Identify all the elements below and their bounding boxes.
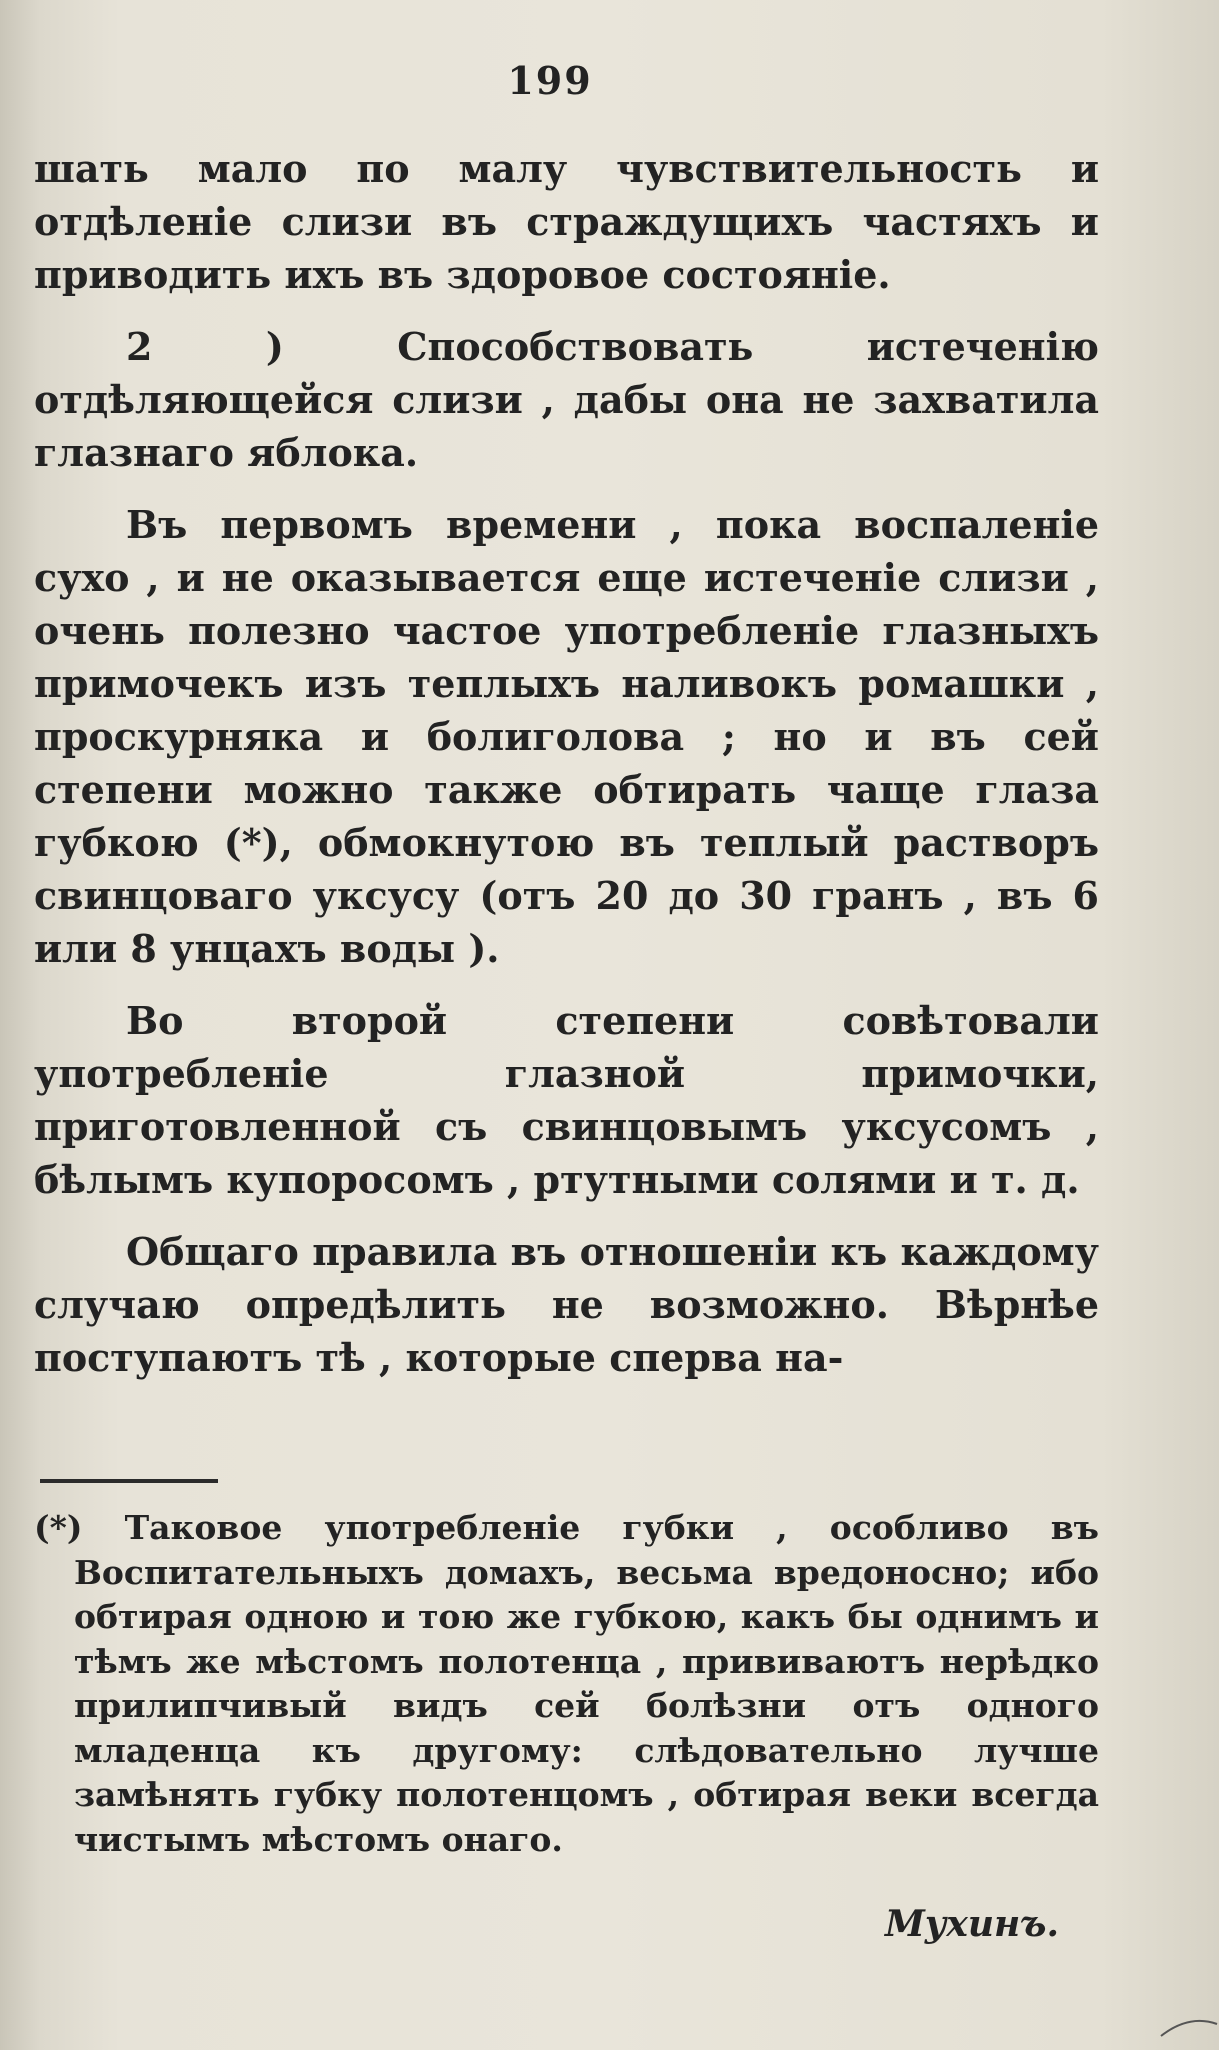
paragraph-continuation: шать мало по малу чувствительность и отдѣленіе слизи въ страждущихъ частяхъ и приводить ихъ въ здоровое состояніе. (34, 146, 1099, 297)
paragraph-first-stage: Въ первомъ времени , пока воспаленіе сухо , и не оказывается еще истеченіе слизи , очень полезно частое употребленіе глазныхъ примочекъ изъ теплыхъ наливокъ ромашки , проскурняка и болиголова ; но и въ сей степени можно также обтирать чаще глаза губкою (*), обмокнутою въ теплый растворъ свинцоваго уксусу (отъ 20 до 30 гранъ , въ 6 или 8 унцахъ воды ). (34, 502, 1099, 971)
page-curl-mark (1159, 2010, 1219, 2040)
paragraph-general-rule: Общаго правила въ отношеніи къ каждому случаю опредѣлить не возможно. Вѣрнѣе поступаютъ тѣ , которые сперва на- (34, 1229, 1099, 1380)
paragraph-second-stage: Во второй степени совѣтовали употребленіе глазной примочки, приготовленной съ свинцовымъ уксусомъ , бѣлымъ купоросомъ , ртутными солями и т. д. (34, 998, 1099, 1202)
footnote (34, 1506, 1099, 1862)
footnote-separator (40, 1479, 218, 1483)
page-number: 199 (507, 58, 593, 103)
author-signature: Мухинъ. (885, 1903, 1059, 1945)
paragraph-point-2: 2 ) Способствовать истеченію отдѣляющейся слизи , дабы она не захватила глазнаго яблока. (34, 324, 1099, 475)
footnote-text: (*) Таковое употребленіе губки , особливо въ Воспитательныхъ домахъ, весьма вредоносно; ибо обтирая одною и тою же губкою, какъ бы однимъ и тѣмъ же мѣстомъ полотенца , прививаютъ нерѣдко прилипчивый видъ сей болѣзни отъ одного младенца къ другому: слѣдовательно лучше замѣнять губку полотенцомъ , обтирая веки всегда чистымъ мѣстомъ онаго. (34, 1508, 1099, 1859)
main-text (34, 142, 1099, 1384)
